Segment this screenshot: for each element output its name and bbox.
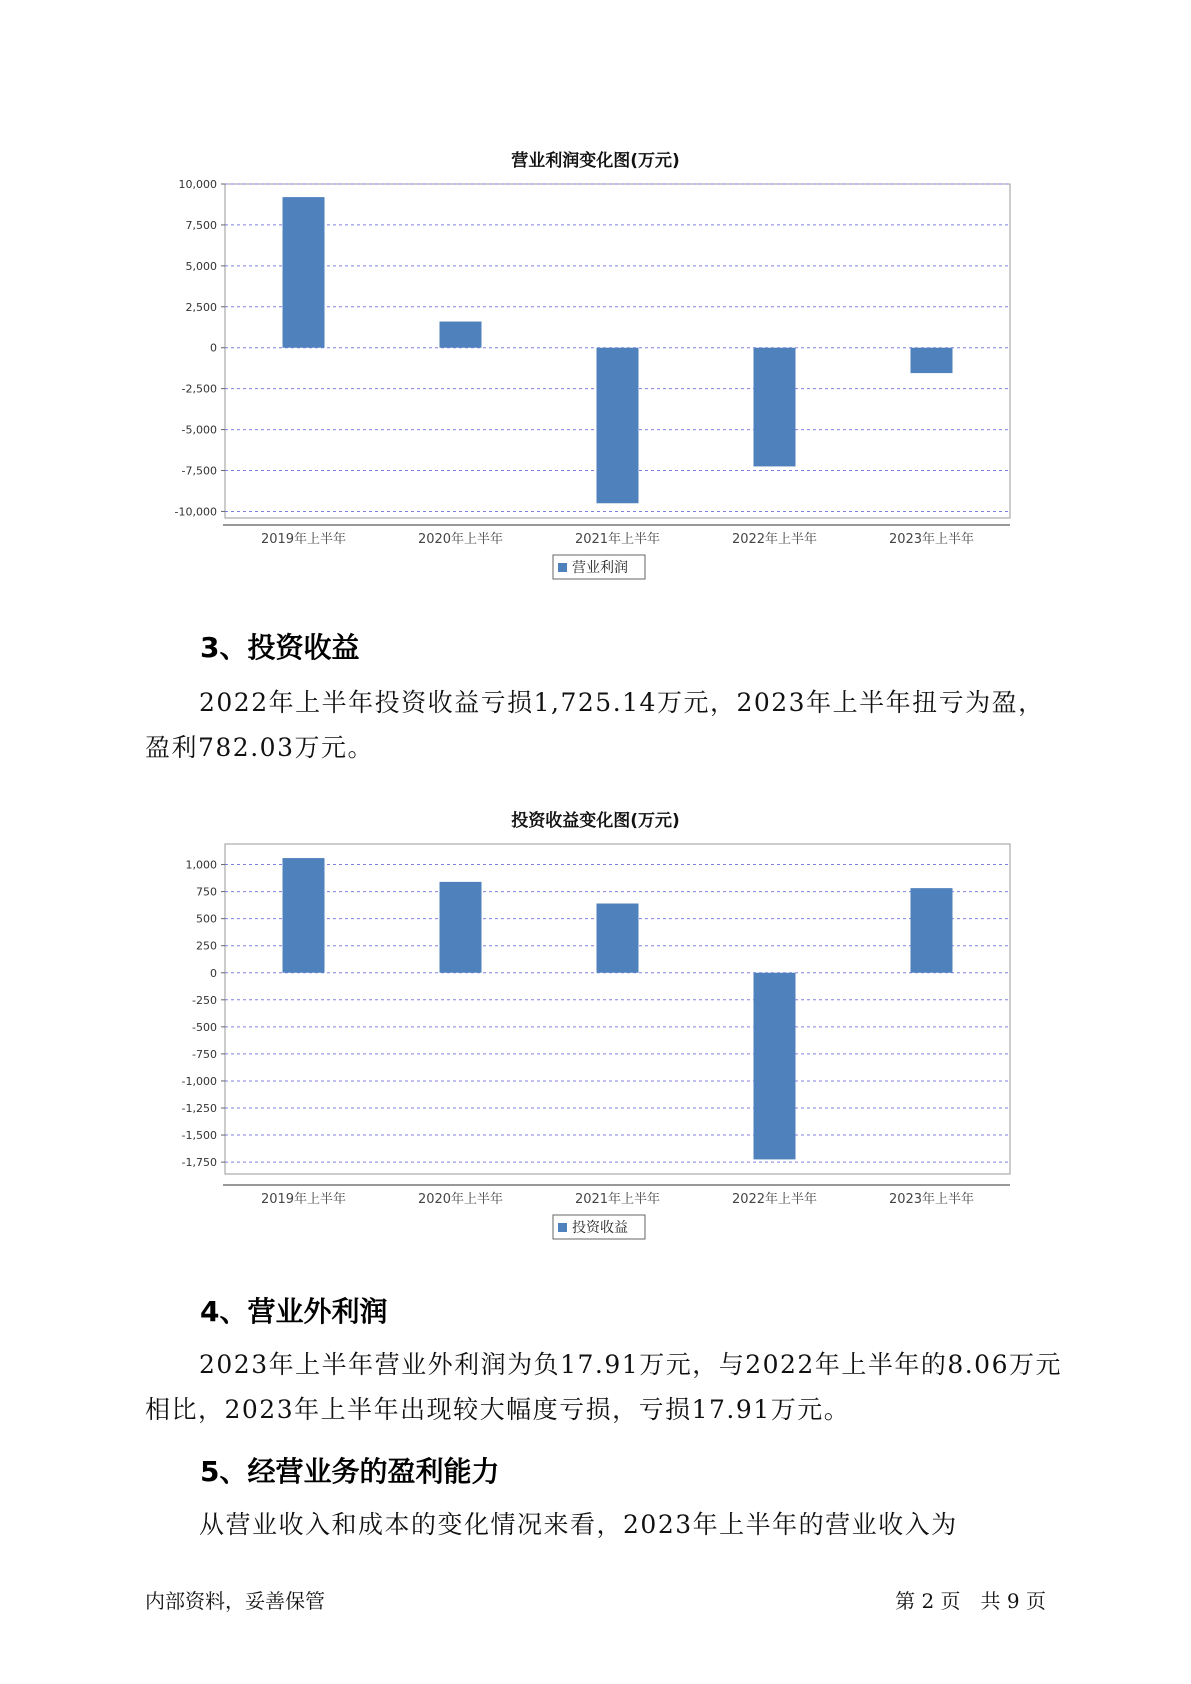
section-3-paragraph: 2022年上半年投资收益亏损1,725.14万元，2023年上半年扭亏为盈，盈利782.03万元。 [145, 688, 1045, 762]
section-5-paragraph: 从营业收入和成本的变化情况来看，2023年上半年的营业收入为 [199, 1510, 958, 1539]
bar-2023年上半年 [911, 348, 953, 373]
bar-2021年上半年 [597, 904, 639, 973]
x-tick-label: 2022年上半年 [731, 532, 818, 547]
x-tick-label: 2023年上半年 [888, 1192, 975, 1207]
bar-2019年上半年 [283, 858, 325, 973]
y-tick-label: 500 [196, 912, 217, 926]
section-3-heading: 3、投资收益 [200, 631, 360, 664]
investment-income-chart [0, 830, 1191, 1250]
y-tick-label: -10,000 [174, 505, 217, 519]
y-tick-label: 2,500 [185, 300, 217, 314]
y-tick-label: -500 [192, 1020, 217, 1034]
y-tick-label: 0 [210, 966, 217, 980]
section-4-heading: 4、营业外利润 [200, 1295, 388, 1328]
y-tick-label: 7,500 [185, 218, 217, 232]
y-tick-label: -2,500 [181, 382, 217, 396]
y-tick-label: -5,000 [181, 423, 217, 437]
bar-2023年上半年 [911, 888, 953, 973]
bar-2022年上半年 [754, 973, 796, 1160]
y-tick-label: 1,000 [185, 858, 217, 872]
chart-1-title: 营业利润变化图(万元) [511, 151, 680, 171]
y-tick-label: 0 [210, 341, 217, 355]
operating-profit-chart [0, 170, 1191, 590]
y-tick-label: -1,000 [181, 1074, 217, 1088]
x-tick-label: 2023年上半年 [888, 532, 975, 547]
y-tick-label: -750 [192, 1047, 217, 1061]
legend-label: 投资收益 [572, 1220, 628, 1236]
y-tick-label: -7,500 [181, 464, 217, 478]
footer-left: 内部资料，妥善保管 [145, 1589, 325, 1613]
y-tick-label: 10,000 [178, 178, 217, 191]
y-tick-label: 5,000 [185, 259, 217, 273]
bar-2021年上半年 [597, 348, 639, 504]
footer-page-number: 第 2 页 共 9 页 [895, 1589, 1046, 1613]
chart-2-title: 投资收益变化图(万元) [511, 811, 680, 831]
legend-swatch [558, 563, 567, 572]
section-5-heading: 5、经营业务的盈利能力 [200, 1455, 500, 1488]
x-tick-label: 2022年上半年 [731, 1192, 818, 1207]
section-4-paragraph: 2023年上半年营业外利润为负17.91万元，与2022年上半年的8.06万元相比，2023年上半年出现较大幅度亏损，亏损17.91万元。 [145, 1350, 1062, 1424]
y-tick-label: -1,750 [181, 1156, 217, 1170]
x-tick-label: 2019年上半年 [260, 1192, 347, 1207]
y-tick-label: -250 [192, 993, 217, 1007]
bar-2019年上半年 [283, 197, 325, 348]
x-tick-label: 2019年上半年 [260, 532, 347, 547]
y-tick-label: -1,250 [181, 1102, 217, 1115]
x-tick-label: 2020年上半年 [417, 1192, 504, 1207]
x-tick-label: 2021年上半年 [574, 532, 661, 547]
x-tick-label: 2020年上半年 [417, 532, 504, 547]
y-tick-label: 750 [196, 885, 217, 899]
y-tick-label: 250 [196, 939, 217, 953]
plot-area [225, 844, 1010, 1174]
bar-2020年上半年 [440, 882, 482, 973]
y-tick-label: -1,500 [181, 1129, 217, 1143]
x-tick-label: 2021年上半年 [574, 1192, 661, 1207]
bar-2022年上半年 [754, 348, 796, 467]
bar-2020年上半年 [440, 322, 482, 348]
legend-label: 营业利润 [572, 560, 628, 576]
legend-swatch [558, 1223, 567, 1232]
